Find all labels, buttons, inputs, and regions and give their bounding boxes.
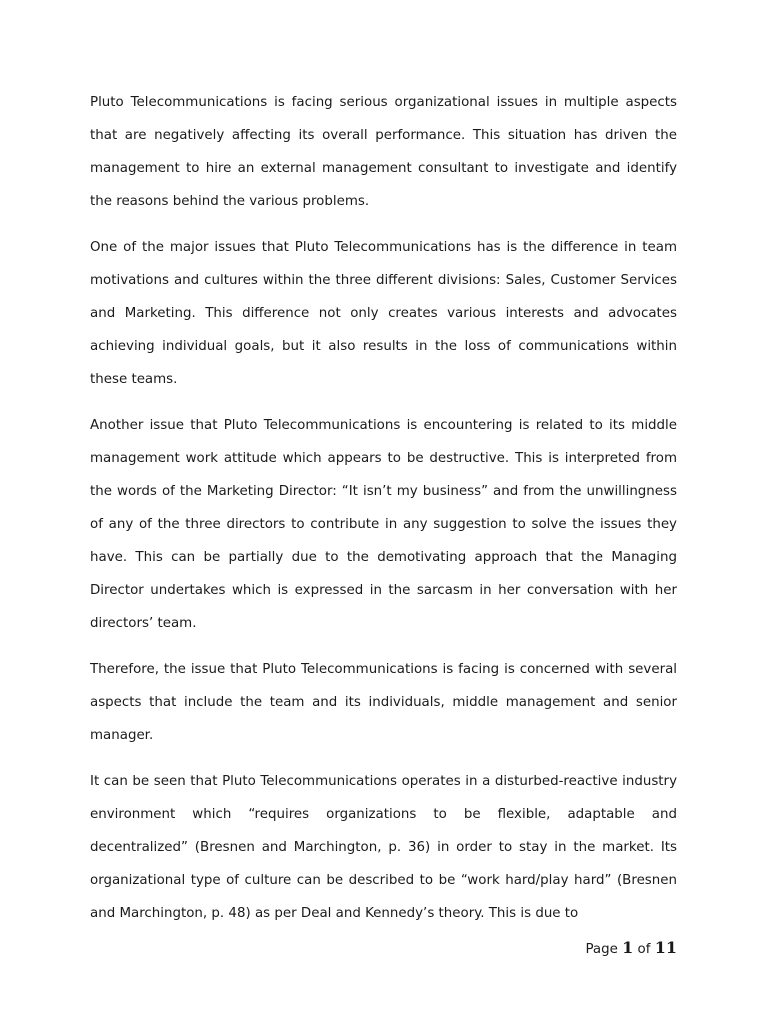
paragraph: Another issue that Pluto Telecommunications is encountering is related to its middle management work attitude which appears to be destructive. This is interpreted from the words of the Marketing Director: “It isn’t my business” and from the unwillingness of any of the three directors to contribute in any suggestion to solve the issues they have. This can be partially due to the demotivating approach that the Managing Director undertakes which is expressed in the sarcasm in her conversation with her directors’ team.	[90, 418, 677, 631]
document-body	[90, 86, 677, 943]
paragraph: It can be seen that Pluto Telecommunications operates in a disturbed-reactive industry environment which “requires organizations to be flexible, adaptable and decentralized” (Bresnen and Marchington, p. 36) in order to stay in the market. Its organizational type of culture can be described to be “work hard/play hard” (Bresnen and Marchington, p. 48) as per Deal and Kennedy’s theory. This is due to	[90, 774, 677, 921]
page-label: Page	[585, 942, 618, 957]
paragraph: Pluto Telecommunications is facing serious organizational issues in multiple aspects that are negatively affecting its overall performance. This situation has driven the management to hire an external management consultant to investigate and identify the reasons behind the various problems.	[90, 95, 677, 209]
paragraph: Therefore, the issue that Pluto Telecommunications is facing is concerned with several aspects that include the team and its individuals, middle management and senior manager.	[90, 662, 677, 743]
of-label: of	[637, 942, 651, 957]
paragraph: One of the major issues that Pluto Telecommunications has is the difference in team motivations and cultures within the three different divisions: Sales, Customer Services and Marketing. This difference not only creates various interests and advocates achieving individual goals, but it also results in the loss of communications within these teams.	[90, 240, 677, 387]
page-number-footer	[585, 938, 677, 957]
total-pages-number: 11	[654, 938, 677, 957]
current-page-number: 1	[622, 938, 634, 957]
